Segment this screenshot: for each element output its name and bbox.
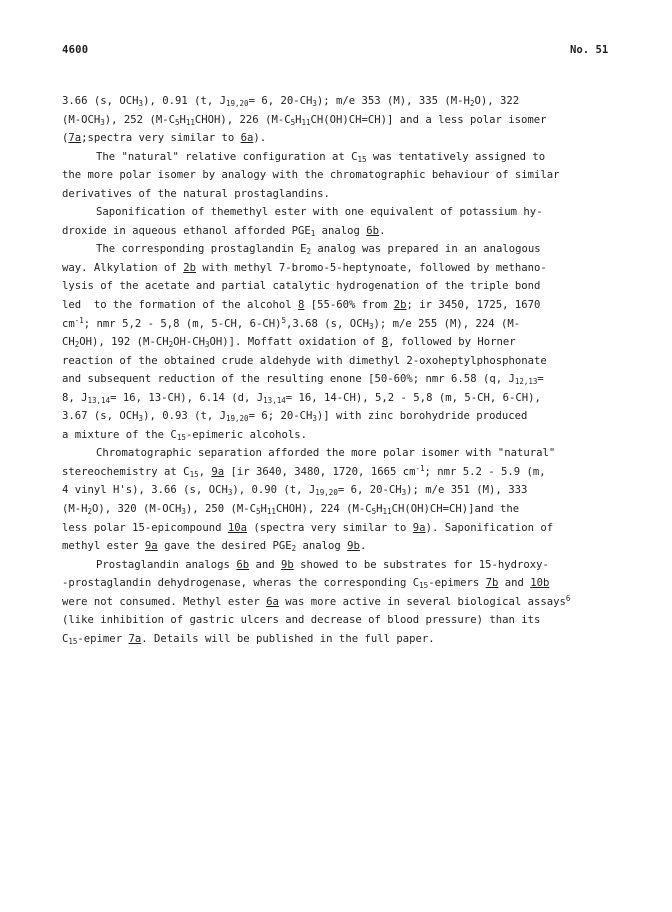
text-line: derivatives of the natural prostaglandins.	[62, 187, 330, 200]
text-line: $CH_2OH$), 192 $(M-CH_2OH-CH_3OH)$]. Moffatt oxidation of 8, followed by Horner	[62, 336, 516, 350]
text-line: reaction of the obtained crude aldehyde with dimethyl 2-oxoheptylphosphonate	[62, 354, 547, 367]
issue-number: No. 51	[570, 44, 609, 56]
text-line: Chromatographic separation afforded the more polar isomer with "natural"	[96, 447, 556, 460]
text-line: Prostaglandin analogs 6b and 9b showed to be substrates for 15-hydroxy-	[96, 558, 549, 571]
text-line: the more polar isomer by analogy with the chromatographic behaviour of similar	[62, 169, 560, 182]
text-line: (7a;spectra very similar to 6a).	[62, 132, 267, 145]
text-line: 3.66 (s, $OCH_3$), 0.91 (t, $J_{19,20}= 6$, $20-CH_3$); m/e 353 (M), 335 $(M-H_2O)$, 322	[62, 95, 520, 108]
text-line: $(M-H_2O)$, 320 $(M-OCH_3)$, 250 $(M-C_5H_{11}CHOH)$, 224 $(M-C_5H_{11}CH(OH)CH=CH)]and$ the	[62, 503, 520, 517]
text-line: $(M-OCH_3)$, 252 $(M-C_5H_{11}CHOH)$, 226 $(M-C_5H_{11}CH(OH)CH=CH)$] and a less polar isomer	[62, 113, 547, 127]
text-line: a mixture of the $C_{15}$-epimeric alcohols.	[62, 428, 308, 442]
text-line: The corresponding prostaglandin $E_2$ analog was prepared in an analogous	[96, 243, 541, 257]
text-line: 3.67 (s, $OCH_3$), 0.93 (t, $J_{19,20}= 6$; $20-CH_3$)] with zinc borohydride produced	[62, 410, 528, 424]
text-line: way. Alkylation of 2b with methyl 7-bromo-5-heptynoate, followed by methano-	[62, 261, 547, 274]
page-number: 4600	[62, 44, 89, 56]
text-line: 8, $J_{13,14}= 16$, 13-CH), 6.14 (d, $J_{13,14}= 16$, 14-CH), 5,2 - 5,8 (m, 5-CH, 6-CH),	[62, 391, 541, 405]
text-line: $C_{15}$-epimer 7a. Details will be published in the full paper.	[62, 632, 435, 646]
text-line: The "natural" relative configuration at $C_{15}$ was tentatively assigned to	[96, 150, 546, 164]
text-line: -prostaglandin dehydrogenase, wheras the corresponding $C_{15}$-epimers 7b and 10b	[62, 577, 550, 591]
text-line: $cm^{-1}$; nmr 5,2 - 5,8 (m, 5-CH, 6-CH)$^5$,3.68 (s, $OCH_3$); m/e 255 (M), 224 (M-	[62, 315, 521, 331]
text-line: droxide in aqueous ethanol afforded $PGE_1$ analog 6b.	[62, 224, 386, 238]
text-line: Saponification of themethyl ester with one equivalent of potassium hy-	[96, 206, 543, 219]
text-line: lysis of the acetate and partial catalytic hydrogenation of the triple bond	[62, 280, 541, 293]
body-text	[62, 92, 618, 648]
text-line: 4 vinyl H's), 3.66 (s, $OCH_3$), 0.90 (t, $J_{19,20}= 6$, $20-CH_3$); m/e 351 (M), 333	[62, 484, 528, 498]
text-line: stereochemistry at $C_{15}$, 9a [ir 3640, 3480, 1720, 1665 $cm^{-1}$; nmr 5.2 - 5.9 (m,	[62, 463, 546, 479]
text-line: led to the formation of the alcohol 8 [55-60% from 2b; ir 3450, 1725, 1670	[62, 299, 541, 312]
text-line: were not consumed. Methyl ester 6a was more active in several biological assays$^6$	[62, 593, 571, 608]
text-line: methyl ester 9a gave the desired $PGE_2$ analog 9b.	[62, 540, 367, 554]
text-line: less polar 15-epicompound 10a (spectra very similar to 9a). Saponification of	[62, 521, 554, 534]
text-line: (like inhibition of gastric ulcers and decrease of blood pressure) than its	[62, 614, 541, 627]
text-line: and subsequent reduction of the resulting enone [50-60%; nmr 6.58 (q, $J_{12,13}=$	[62, 373, 544, 387]
